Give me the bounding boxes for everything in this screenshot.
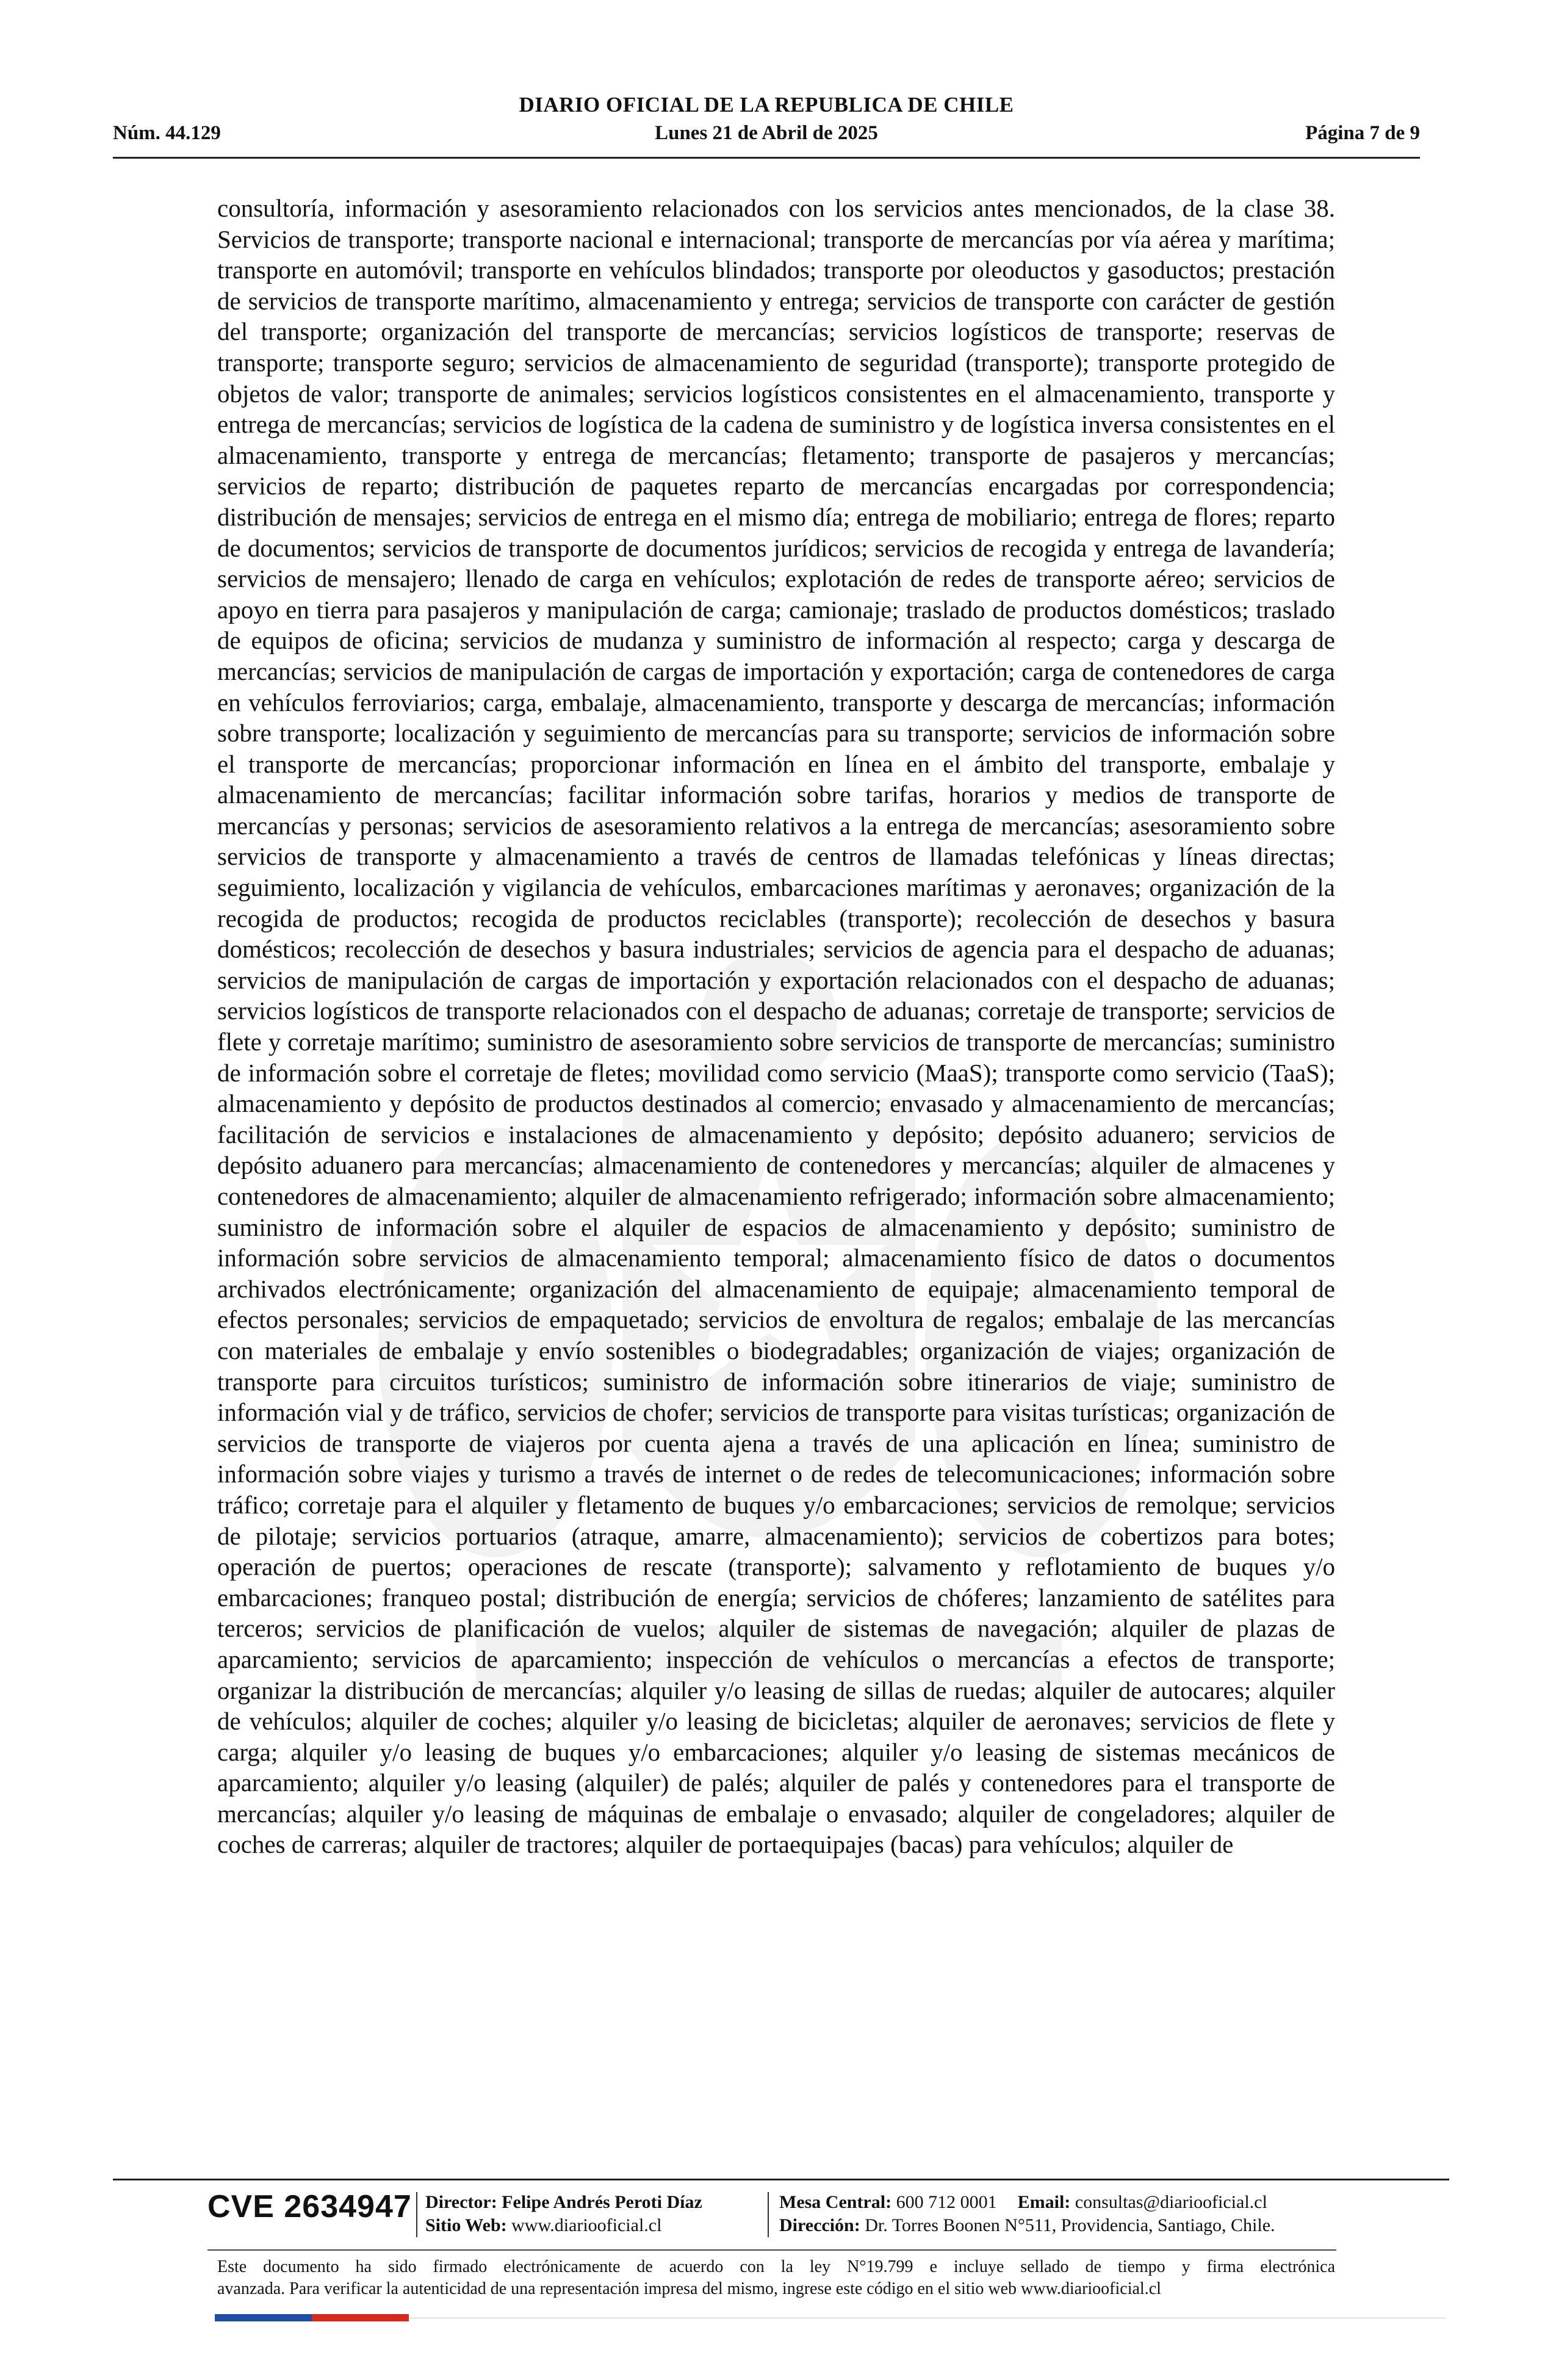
footer-divider — [113, 2179, 1449, 2180]
email-label: Email: — [1017, 2192, 1071, 2212]
footer-separator — [416, 2192, 417, 2237]
footer-director-block — [425, 2191, 702, 2237]
issue-date: Lunes 21 de Abril de 2025 — [655, 122, 878, 144]
flag-stripe — [215, 2314, 409, 2321]
director-label: Director: — [425, 2192, 497, 2212]
flag-blue-segment — [215, 2314, 312, 2321]
address-label: Dirección: — [779, 2215, 860, 2235]
phone-label: Mesa Central: — [779, 2192, 892, 2212]
footer-contact-block — [779, 2191, 1275, 2237]
legal-notice-line-2: avanzada. Para verificar la autenticidad de una representación impresa del mismo, ingrese este código en el sitio web www.diariooficial.cl — [217, 2279, 1161, 2298]
website-link[interactable]: www.diariooficial.cl — [511, 2215, 662, 2235]
email-link[interactable]: consultas@diariooficial.cl — [1075, 2192, 1267, 2212]
issue-number: Núm. 44.129 — [113, 122, 221, 144]
page-header — [113, 93, 1420, 154]
legal-notice-line-1: Este documento ha sido firmado electrónicamente de acuerdo con la ley N°19.799 e incluye sellado de tiempo y firma electrónica — [217, 2257, 1335, 2276]
flag-red-segment — [312, 2314, 409, 2321]
body-paragraph: consultoría, información y asesoramiento relacionados con los servicios antes mencionados, de la clase 38. Servicios de transporte; transporte nacional e internacional; transporte de mercancías por vía aérea y marítima; transporte en automóvil; transporte en vehículos blindados; transporte por oleoductos y gasoductos; prestación de servicios de transporte marítimo, almacenamiento y entrega; servicios de transporte con carácter de gestión del transporte; organización del transporte de mercancías; servicios logísticos de transporte; reservas de transporte; transporte seguro; servicios de almacenamiento de seguridad (transporte); transporte protegido de objetos de valor; transporte de animales; servicios logísticos consistentes en el almacenamiento, transporte y entrega de mercancías; servicios de logística de la cadena de suministro y de logística inversa consistentes en el almacenamiento, transporte y entrega de mercancías; fletamento; transporte de pasajeros y mercancías; servicios de reparto; distribución de paquetes reparto de mercancías encargadas por correspondencia; distribución de mensajes; servicios de entrega en el mismo día; entrega de mobiliario; entrega de flores; reparto de documentos; servicios de transporte de documentos jurídicos; servicios de recogida y entrega de lavandería; servicios de mensajero; llenado de carga en vehículos; explotación de redes de transporte aéreo; servicios de apoyo en tierra para pasajeros y manipulación de carga; camionaje; traslado de productos domésticos; traslado de equipos de oficina; servicios de mudanza y suministro de información al respecto; carga y descarga de mercancías; servicios de manipulación de cargas de importación y exportación; carga de contenedores de carga en vehículos ferroviarios; carga, embalaje, almacenamiento, transporte y descarga de mercancías; información sobre transporte; localización y seguimiento de mercancías para su transporte; servicios de información sobre el transporte de mercancías; proporcionar información en línea en el ámbito del transporte, embalaje y almacenamiento de mercancías; facilitar información sobre tarifas, horarios y medios de transporte de mercancías y personas; servicios de asesoramiento relativos a la entrega de mercancías; asesoramiento sobre servicios de transporte y almacenamiento a través de centros de llamadas telefónicas y líneas directas; seguimiento, localización y vigilancia de vehículos, embarcaciones marítimas y aeronaves; organización de la recogida de productos; recogida de productos reciclables (transporte); recolección de desechos y basura domésticos; recolección de desechos y basura industriales; servicios de agencia para el despacho de aduanas; servicios de manipulación de cargas de importación y exportación relacionados con el despacho de aduanas; servicios logísticos de transporte relacionados con el despacho de aduanas; corretaje de transporte; servicios de flete y corretaje marítimo; suministro de asesoramiento sobre servicios de transporte de mercancías; suministro de información sobre el corretaje de fletes; movilidad como servicio (MaaS); transporte como servicio (TaaS); almacenamiento y depósito de productos destinados al comercio; envasado y almacenamiento de mercancías; facilitación de servicios e instalaciones de almacenamiento y depósito; depósito aduanero; servicios de depósito aduanero para mercancías; almacenamiento de contenedores y mercancías; alquiler de almacenes y contenedores de almacenamiento; alquiler de almacenamiento refrigerado; información sobre almacenamiento; suministro de información sobre el alquiler de espacios de almacenamiento y depósito; suministro de información sobre servicios de almacenamiento temporal; almacenamiento físico de datos o documentos archivados electrónicamente; organización del almacenamiento de equipaje; almacenamiento temporal de efectos personales; servicios de empaquetado; servicios de envoltura de regalos; embalaje de las mercancías con materiales de embalaje y envío sostenibles o biodegradables; organización de viajes; organización de transporte para circuitos turísticos; suministro de información sobre itinerarios de viaje; suministro de información vial y de tráfico, servicios de chofer; servicios de transporte para visitas turísticas; organización de servicios de transporte de viajeros por cuenta ajena a través de una aplicación en línea; suministro de información sobre viajes y turismo a través de internet o de redes de telecomunicaciones; información sobre tráfico; corretaje para el alquiler y fletamento de buques y/o embarcaciones; servicios de remolque; servicios de pilotaje; servicios portuarios (atraque, amarre, almacenamiento); servicios de cobertizos para botes; operación de puertos; operaciones de rescate (transporte); salvamento y reflotamiento de buques y/o embarcaciones; franqueo postal; distribución de energía; servicios de chóferes; lanzamiento de satélites para terceros; servicios de planificación de vuelos; alquiler de sistemas de navegación; alquiler de plazas de aparcamiento; servicios de aparcamiento; inspección de vehículos o mercancías a efectos de transporte; organizar la distribución de mercancías; alquiler y/o leasing de sillas de ruedas; alquiler de autocares; alquiler de vehículos; alquiler de coches; alquiler y/o leasing de bicicletas; alquiler de aeronaves; servicios de flete y carga; alquiler y/o leasing de buques y/o embarcaciones; alquiler y/o leasing de sistemas mecánicos de aparcamiento; alquiler y/o leasing (alquiler) de palés; alquiler de palés y contenedores para el transporte de mercancías; alquiler y/o leasing de máquinas de embalaje o envasado; alquiler de congeladores; alquiler de coches de carreras; alquiler de tractores; alquiler de portaequipajes (bacas) para vehículos; alquiler de — [217, 194, 1335, 1859]
publication-title: DIARIO OFICIAL DE LA REPUBLICA DE CHILE — [519, 93, 1014, 117]
website-label: Sitio Web: — [425, 2215, 507, 2235]
page-indicator: Página 7 de 9 — [1305, 122, 1420, 144]
header-divider — [113, 157, 1420, 159]
footer-separator — [768, 2192, 769, 2237]
director-name: Felipe Andrés Peroti Díaz — [502, 2192, 702, 2212]
cve-code: CVE 2634947 — [207, 2189, 412, 2224]
address-value: Dr. Torres Boonen N°511, Providencia, Santiago, Chile. — [865, 2215, 1275, 2235]
footer-inner-divider — [207, 2249, 1336, 2251]
phone-value: 600 712 0001 — [896, 2192, 997, 2212]
